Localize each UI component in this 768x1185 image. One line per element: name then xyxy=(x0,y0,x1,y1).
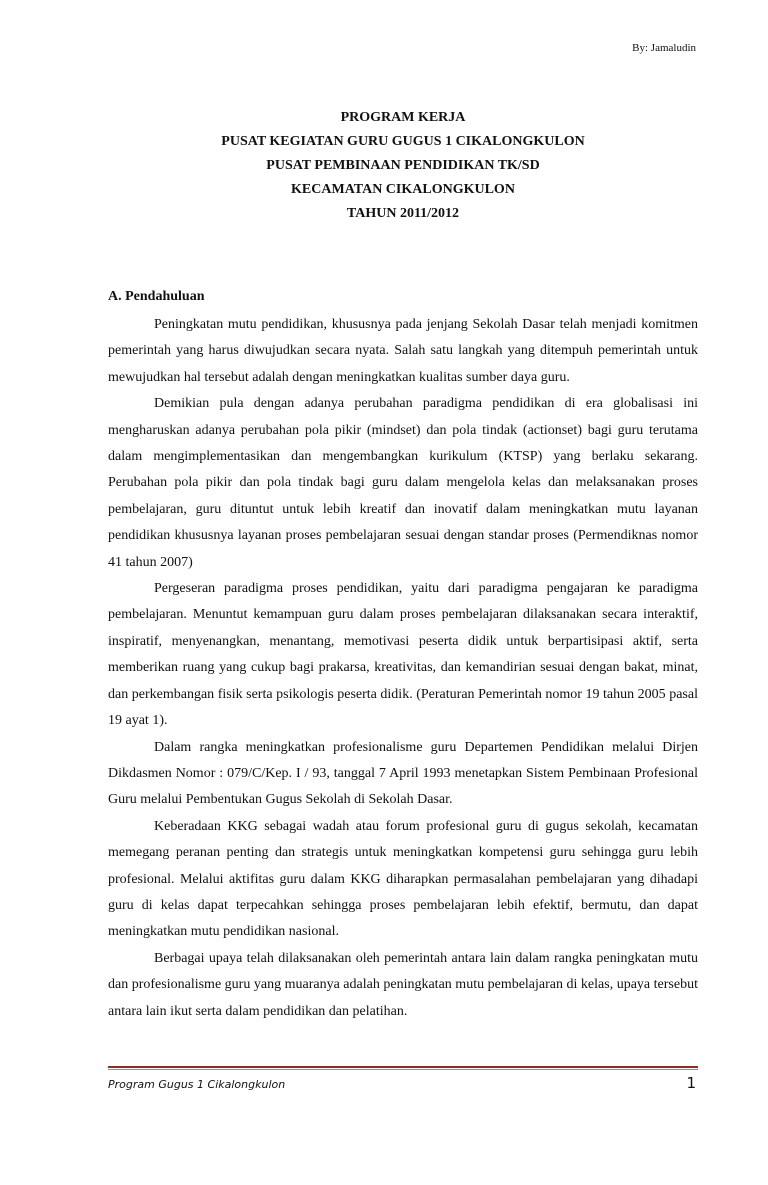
paragraph: Pergeseran paradigma proses pendidikan, yaitu dari paradigma pengajaran ke paradigma pembelajaran. Menuntut kemampuan guru dalam proses pembelajaran dilaksanakan secara interaktif, inspiratif, menyenangkan, menantang, memotivasi peserta didik untuk berpartisipasi aktif, serta memberikan ruang yang cukup bagi prakarsa, kreativitas, dan kemandirian sesuai dengan bakat, minat, dan perkembangan fisik serta psikologis peserta didik. (Peraturan Pemerintah nomor 19 tahun 2005 pasal 19 ayat 1). xyxy=(108,581,698,729)
title-block xyxy=(108,106,698,226)
footer-doc-title: Program Gugus 1 Cikalongkulon xyxy=(108,1078,286,1091)
title-line-5: TAHUN 2011/2012 xyxy=(346,206,460,221)
title-line-1: PROGRAM KERJA xyxy=(340,110,466,125)
title-line-4: KECAMATAN CIKALONGKULON xyxy=(291,182,515,197)
paragraph: Demikian pula dengan adanya perubahan paradigma pendidikan di era globalisasi ini mengharuskan adanya perubahan pola pikir (mindset) dan pola tindak (actionset) bagi guru terutama dalam mengimplementasikan dan mengembangkan kurikulum (KTSP) yang berlaku sekarang. Perubahan pola pikir dan pola tindak bagi guru dalam mengelola kelas dan melaksanakan proses pembelajaran, guru dituntut untuk lebih kreatif dan inovatif dalam meningkatkan mutu layanan pendidikan khususnya layanan proses pembelajaran sesuai dengan standar proses (Permendiknas nomor 41 tahun 2007) xyxy=(108,396,698,570)
paragraph: Dalam rangka meningkatkan profesionalisme guru Departemen Pendidikan melalui Dirjen Dikdasmen Nomor : 079/C/Kep. I / 93, tanggal 7 April 1993 menetapkan Sistem Pembinaan Profesional Guru melalui Pembentukan Gugus Sekolah di Sekolah Dasar. xyxy=(108,739,698,808)
paragraph: Peningkatan mutu pendidikan, khususnya pada jenjang Sekolah Dasar telah menjadi komitmen pemerintah yang harus diwujudkan secara nyata. Salah satu langkah yang ditempuh pemerintah untuk mewujudkan hal tersebut adalah dengan meningkatkan kualitas sumber daya guru. xyxy=(108,317,698,385)
section-heading: A. Pendahuluan xyxy=(108,289,205,304)
title-line-2: PUSAT KEGIATAN GURU GUGUS 1 CIKALONGKULON xyxy=(221,134,585,149)
header-author: By: Jamaludin xyxy=(632,42,696,54)
paragraph: Keberadaan KKG sebagai wadah atau forum profesional guru di gugus sekolah, kecamatan memegang peranan penting dan strategis untuk meningkatkan kompetensi guru sehingga guru lebih profesional. Melalui aktifitas guru dalam KKG diharapkan permasalahan pembelajaran yang dihadapi guru di kelas dapat terpecahkan sehingga proses pembelajaran lebih efektif, bermutu, dan dapat meningkatkan mutu pendidikan nasional. xyxy=(108,818,698,940)
document-body xyxy=(108,282,698,1025)
footer-divider xyxy=(108,1066,698,1068)
footer-divider-thin xyxy=(108,1069,698,1070)
title-line-3: PUSAT PEMBINAAN PENDIDIKAN TK/SD xyxy=(266,158,540,173)
page-number: 1 xyxy=(686,1074,696,1092)
paragraph: Berbagai upaya telah dilaksanakan oleh pemerintah antara lain dalam rangka peningkatan mutu dan profesionalisme guru yang muaranya adalah peningkatan mutu pembelajaran di kelas, upaya tersebut antara lain ikut serta dalam pendidikan dan pelatihan. xyxy=(108,950,698,1019)
